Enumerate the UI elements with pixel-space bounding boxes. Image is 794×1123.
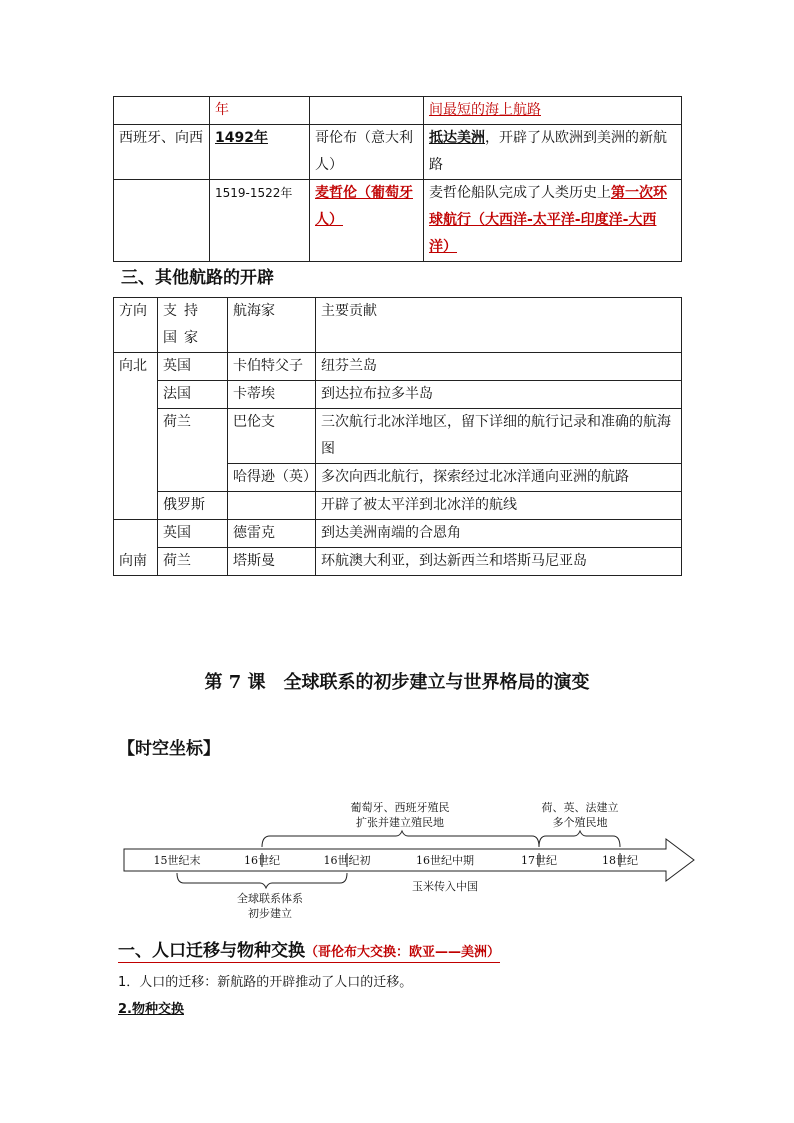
brace-label: 葡萄牙、西班牙殖民 bbox=[350, 801, 450, 814]
section-heading: 一、人口迁移与物种交换 bbox=[118, 941, 305, 961]
lesson-title: 第 7 课 全球联系的初步建立与世界格局的演变 bbox=[204, 672, 590, 693]
timeline-brace bbox=[539, 831, 620, 847]
table-cell bbox=[158, 520, 228, 548]
table-cell bbox=[316, 520, 682, 548]
contribution-text: 开辟了被太平洋到北冰洋的航线 bbox=[321, 497, 517, 513]
contribution-text: 环航澳大利亚，到达新西兰和塔斯马尼亚岛 bbox=[321, 553, 587, 569]
timeline-label: 15世纪末 bbox=[153, 854, 201, 867]
navigator-text: 卡蒂埃 bbox=[233, 386, 275, 402]
highlight-text: 第一次环球航行（大西洋-太平洋-印度洋-大西洋） bbox=[429, 185, 667, 255]
direction-cell bbox=[114, 353, 158, 520]
table-cell bbox=[424, 125, 682, 180]
table-cell bbox=[316, 353, 682, 381]
header-cell bbox=[316, 298, 682, 353]
table-new-routes bbox=[113, 96, 682, 262]
table-cell bbox=[424, 180, 682, 262]
country-text: 英国 bbox=[163, 358, 191, 374]
navigator-text: 德雷克 bbox=[233, 525, 275, 541]
direction-south: 向南 bbox=[119, 553, 147, 569]
table-cell bbox=[210, 125, 310, 180]
table-cell bbox=[316, 464, 682, 492]
table-row bbox=[114, 520, 682, 548]
table-cell bbox=[210, 180, 310, 262]
brace-label: 多个殖民地 bbox=[552, 816, 608, 829]
section-heading: 三、其他航路的开辟 bbox=[121, 268, 274, 288]
timeline-diagram bbox=[110, 795, 700, 925]
table-cell bbox=[210, 97, 310, 125]
table-cell bbox=[310, 97, 424, 125]
table-row bbox=[114, 125, 682, 180]
table-row bbox=[114, 409, 682, 464]
brace-label: 初步建立 bbox=[248, 907, 292, 920]
navigator-text: 麦哲伦（葡萄牙人） bbox=[315, 185, 413, 228]
table-cell bbox=[228, 492, 316, 520]
contribution-text: 三次航行北冰洋地区，留下详细的航行记录和准确的航海图 bbox=[321, 414, 671, 457]
contribution-text: 麦哲伦船队完成了人类历史上 bbox=[429, 185, 611, 201]
country-text: 俄罗斯 bbox=[163, 497, 205, 513]
timeline-label: 17世纪 bbox=[521, 854, 557, 867]
header-cell bbox=[158, 298, 228, 353]
table-other-routes bbox=[113, 297, 682, 576]
brace-label: 扩张并建立殖民地 bbox=[356, 816, 444, 829]
table-row bbox=[114, 548, 682, 576]
table-row bbox=[114, 180, 682, 262]
header-country: 支持国家 bbox=[163, 303, 205, 346]
year-text: 1492年 bbox=[215, 130, 268, 146]
table-cell bbox=[228, 520, 316, 548]
navigator-text: 巴伦支 bbox=[233, 414, 275, 430]
table-cell bbox=[158, 353, 228, 381]
section1-heading-wrap bbox=[118, 936, 500, 963]
subheading: 2.物种交换 bbox=[118, 1002, 184, 1017]
brace-label: 荷、英、法建立 bbox=[541, 801, 619, 814]
country-text: 荷兰 bbox=[163, 553, 191, 569]
timeline-label: 16世纪 bbox=[244, 854, 280, 867]
timeline-brace bbox=[262, 831, 539, 847]
table-cell bbox=[316, 492, 682, 520]
table-cell bbox=[310, 180, 424, 262]
table-cell bbox=[310, 125, 424, 180]
contribution-text: 到达美洲南端的合恩角 bbox=[321, 525, 461, 541]
navigator-text: 卡伯特父子 bbox=[233, 358, 303, 374]
contribution-text: 到达拉布拉多半岛 bbox=[321, 386, 433, 402]
country-text: 英国 bbox=[163, 525, 191, 541]
table-cell bbox=[424, 97, 682, 125]
table-cell bbox=[316, 548, 682, 576]
table-cell bbox=[316, 409, 682, 464]
header-navigator: 航海家 bbox=[233, 303, 275, 319]
route-text: 间最短的海上航路 bbox=[429, 102, 541, 118]
highlight-text: 抵达美洲 bbox=[429, 130, 485, 146]
contribution-text: 多次向西北航行，探索经过北冰洋通向亚洲的航路 bbox=[321, 469, 629, 485]
navigator-text: 哥伦布（意大利人） bbox=[315, 130, 413, 173]
direction-text: 西班牙、向西 bbox=[119, 130, 203, 146]
table-cell bbox=[158, 381, 228, 409]
table-cell bbox=[114, 180, 210, 262]
table-cell bbox=[158, 492, 228, 520]
header-cell bbox=[114, 298, 158, 353]
header-cell bbox=[228, 298, 316, 353]
table-cell bbox=[114, 97, 210, 125]
table-cell bbox=[228, 381, 316, 409]
navigator-text: 塔斯曼 bbox=[233, 553, 275, 569]
year-text: 1519-1522年 bbox=[215, 186, 293, 200]
header-contribution: 主要贡献 bbox=[321, 303, 377, 319]
timeline-label: 16世纪中期 bbox=[416, 854, 474, 867]
spacetime-heading: 【时空坐标】 bbox=[118, 739, 220, 759]
table-row bbox=[114, 353, 682, 381]
table-cell bbox=[316, 381, 682, 409]
navigator-text: 哈得逊（英） bbox=[233, 469, 317, 485]
direction-north: 向北 bbox=[119, 358, 147, 374]
contribution-text: 纽芬兰岛 bbox=[321, 358, 377, 374]
table-cell bbox=[114, 125, 210, 180]
section-note: （哥伦布大交换：欧亚——美洲） bbox=[305, 945, 501, 960]
header-direction: 方向 bbox=[119, 303, 147, 319]
year-text: 年 bbox=[215, 102, 229, 118]
table-cell bbox=[228, 353, 316, 381]
brace-label: 全球联系体系 bbox=[237, 892, 303, 905]
table-cell bbox=[228, 464, 316, 492]
timeline-brace bbox=[177, 873, 347, 888]
table-row bbox=[114, 97, 682, 125]
table-row bbox=[114, 492, 682, 520]
table-cell bbox=[158, 409, 228, 492]
direction-cell bbox=[114, 520, 158, 576]
country-text: 法国 bbox=[163, 386, 191, 402]
contribution-text: ，开辟了从欧洲到美洲的新航路 bbox=[429, 130, 667, 173]
timeline-label: 18世纪 bbox=[602, 854, 638, 867]
paragraph: 1．人口的迁移：新航路的开辟推动了人口的迁移。 bbox=[118, 975, 413, 990]
table-cell bbox=[158, 548, 228, 576]
table-row bbox=[114, 381, 682, 409]
table-cell bbox=[228, 409, 316, 464]
country-text: 荷兰 bbox=[163, 414, 191, 430]
table-header-row bbox=[114, 298, 682, 353]
timeline-label: 16世纪初 bbox=[323, 854, 371, 867]
table-cell bbox=[228, 548, 316, 576]
brace-label: 玉米传入中国 bbox=[412, 880, 478, 893]
